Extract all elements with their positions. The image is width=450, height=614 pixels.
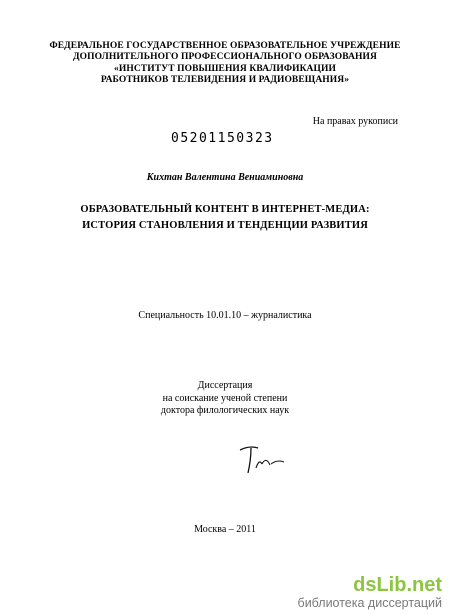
degree-line: на соискание ученой степени [162, 392, 288, 404]
degree-statement [0, 380, 450, 418]
institution-line: РАБОТНИКОВ ТЕЛЕВИДЕНИЯ И РАДИОВЕЩАНИЯ» [100, 75, 350, 86]
specialty-line: Специальность 10.01.10 – журналистика [138, 310, 312, 321]
degree-line: доктора филологических наук [160, 405, 290, 417]
document-number-stamp: 05201150323 [171, 131, 274, 146]
title-line: ИСТОРИЯ СТАНОВЛЕНИЯ И ТЕНДЕНЦИИ РАЗВИТИЯ [82, 220, 368, 231]
institution-name [20, 41, 430, 87]
rights-note: На правах рукописи [312, 116, 398, 127]
watermark-subtitle: библиотека диссертаций [297, 596, 442, 610]
watermark-logo: dsLib.net [353, 574, 442, 596]
degree-line: Диссертация [197, 380, 253, 391]
city-year: Москва – 2011 [194, 524, 256, 535]
author-name: Кихтан Валентина Вениаминовна [146, 172, 304, 183]
title-line: ОБРАЗОВАТЕЛЬНЫЙ КОНТЕНТ В ИНТЕРНЕТ-МЕДИА: [80, 204, 370, 215]
institution-line: «ИНСТИТУТ ПОВЫШЕНИЯ КВАЛИФИКАЦИИ [114, 63, 336, 74]
dissertation-title [20, 202, 430, 234]
handwritten-signature [238, 438, 288, 478]
watermark [298, 574, 442, 610]
institution-line: ДОПОЛНИТЕЛЬНОГО ПРОФЕССИОНАЛЬНОГО ОБРАЗОВАНИЯ [73, 52, 377, 63]
institution-line: ФЕДЕРАЛЬНОЕ ГОСУДАРСТВЕННОЕ ОБРАЗОВАТЕЛЬНОЕ УЧРЕЖДЕНИЕ [49, 41, 401, 51]
